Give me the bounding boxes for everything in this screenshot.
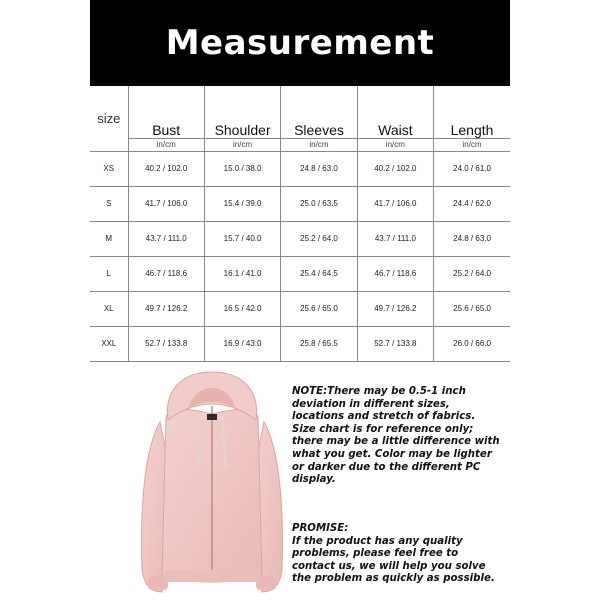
pink-fleece-hooded-jacket-image bbox=[138, 370, 286, 602]
unit-cell: in/cm bbox=[281, 138, 357, 151]
unit-cell: in/cm bbox=[128, 138, 204, 151]
measurement-cell: 52.7 / 133.8 bbox=[128, 326, 204, 361]
unit-cell: in/cm bbox=[357, 138, 433, 151]
measurement-cell: 25.8 / 65.5 bbox=[281, 326, 357, 361]
measurement-cell: 15.4 / 39.0 bbox=[204, 186, 280, 221]
measurement-cell: 15.0 / 38.0 bbox=[204, 151, 280, 186]
measurement-cell: 43.7 / 111.0 bbox=[128, 221, 204, 256]
measurement-cell: 16.5 / 42.0 bbox=[204, 291, 280, 326]
unit-cell: in/cm bbox=[204, 138, 280, 151]
measurement-cell: 26.0 / 66.0 bbox=[434, 326, 510, 361]
measurement-cell: 24.0 / 61.0 bbox=[434, 151, 510, 186]
unit-blank-cell bbox=[90, 138, 128, 151]
product-info-section bbox=[0, 360, 600, 600]
measurement-banner bbox=[90, 0, 510, 86]
measurement-cell: 41.7 / 106.0 bbox=[357, 186, 433, 221]
table-row bbox=[90, 186, 510, 221]
size-cell: XS bbox=[90, 151, 128, 186]
measurement-cell: 24.8 / 63.0 bbox=[281, 151, 357, 186]
measurement-cell: 25.0 / 63.5 bbox=[281, 186, 357, 221]
banner-title: Measurement bbox=[165, 23, 435, 63]
column-header-waist: Waist bbox=[357, 86, 433, 138]
unit-cell: in/cm bbox=[434, 138, 510, 151]
measurement-cell: 41.7 / 106.0 bbox=[128, 186, 204, 221]
size-cell: XXL bbox=[90, 326, 128, 361]
measurement-cell: 43.7 / 111.0 bbox=[357, 221, 433, 256]
measurement-cell: 49.7 / 126.2 bbox=[128, 291, 204, 326]
promise-text: If the product has any quality problems, please feel free to contact us, we will help you solve the problem as quickly as possible. bbox=[292, 535, 495, 585]
table-header-row bbox=[90, 86, 510, 138]
size-cell: XL bbox=[90, 291, 128, 326]
size-note-text: NOTE:There may be 0.5-1 inch deviation in different sizes, locations and stretch of fabrics. Size chart is for reference only; there may be a little difference with what you get. Color may be lighter or darker due to the different PC display. bbox=[292, 386, 500, 486]
measurement-cell: 24.8 / 63.0 bbox=[434, 221, 510, 256]
table-row bbox=[90, 256, 510, 291]
measurement-cell: 25.2 / 64.0 bbox=[434, 256, 510, 291]
promise-title: PROMISE: bbox=[292, 523, 349, 534]
size-cell: L bbox=[90, 256, 128, 291]
measurement-cell: 25.2 / 64.0 bbox=[281, 221, 357, 256]
measurement-cell: 49.7 / 126.2 bbox=[357, 291, 433, 326]
unit-row bbox=[90, 138, 510, 151]
size-cell: S bbox=[90, 186, 128, 221]
table-row bbox=[90, 151, 510, 186]
measurement-cell: 40.2 / 102.0 bbox=[128, 151, 204, 186]
measurement-cell: 24.4 / 62.0 bbox=[434, 186, 510, 221]
measurement-cell: 16.1 / 41.0 bbox=[204, 256, 280, 291]
measurement-cell: 40.2 / 102.0 bbox=[357, 151, 433, 186]
size-chart-table bbox=[90, 86, 510, 362]
size-column-header: size bbox=[90, 86, 128, 138]
column-header-shoulder: Shoulder bbox=[204, 86, 280, 138]
column-header-sleeves: Sleeves bbox=[281, 86, 357, 138]
measurement-cell: 46.7 / 118.6 bbox=[128, 256, 204, 291]
table-row bbox=[90, 326, 510, 361]
column-header-length: Length bbox=[434, 86, 510, 138]
table-row bbox=[90, 291, 510, 326]
table-row bbox=[90, 221, 510, 256]
column-header-bust: Bust bbox=[128, 86, 204, 138]
size-cell: M bbox=[90, 221, 128, 256]
measurement-cell: 25.6 / 65.0 bbox=[281, 291, 357, 326]
measurement-cell: 15.7 / 40.0 bbox=[204, 221, 280, 256]
measurement-cell: 25.4 / 64.5 bbox=[281, 256, 357, 291]
measurement-cell: 16.9 / 43.0 bbox=[204, 326, 280, 361]
measurement-cell: 25.6 / 65.0 bbox=[434, 291, 510, 326]
measurement-cell: 52.7 / 133.8 bbox=[357, 326, 433, 361]
promise-section bbox=[292, 523, 502, 586]
measurement-cell: 46.7 / 118.6 bbox=[357, 256, 433, 291]
